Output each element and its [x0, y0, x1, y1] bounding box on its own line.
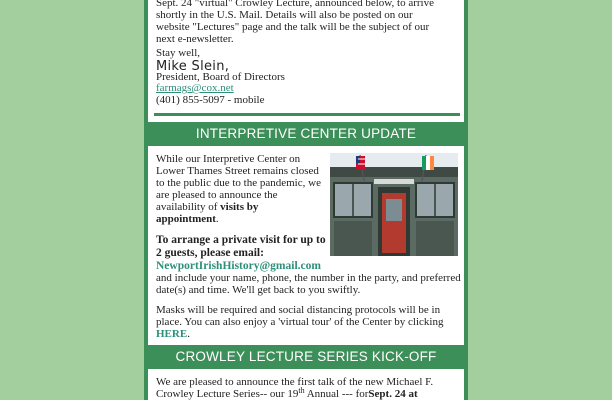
newsletter-card [144, 0, 468, 400]
paragraph-text: . [215, 213, 219, 225]
signature-email-link[interactable]: farmags@cox.net [156, 82, 234, 94]
intro-line: shortly in the U.S. Mail. Details will also be posted on our [156, 9, 413, 21]
contact-email-link[interactable]: NewportIrishHistory@gmail.com [156, 260, 321, 272]
lecture-date-text: Sept. 24 at [368, 388, 418, 400]
intro-line: Sept. 24 "virtual" Crowley Lecture, announced below, to arrive [156, 0, 434, 9]
interpretive-center-heading: INTERPRETIVE CENTER UPDATE [148, 122, 464, 146]
signoff-greeting: Stay well, [156, 47, 200, 59]
paragraph-text: We are pleased to announce the first talk of the new Michael F. Crowley Lecture Series-- our 19 [156, 376, 434, 400]
signature-phone: (401) 855-5097 - mobile [156, 94, 265, 106]
crowley-lecture-heading: CROWLEY LECTURE SERIES KICK-OFF [148, 345, 464, 369]
signature-title: President, Board of Directors [156, 71, 285, 83]
paragraph-text: . [187, 328, 190, 340]
interpretive-center-paragraph [156, 153, 322, 225]
paragraph-text: Masks will be required and social distancing protocols will be in place. You can also enjoy a 'virtual tour' of the Center by clicking [156, 304, 444, 328]
signature-name: Mike Slein, [156, 59, 230, 74]
section-divider [154, 113, 460, 116]
arrange-visit-text: To arrange a private visit for up to 2 guests, please email: [156, 234, 326, 259]
paragraph-text: Annual --- for [304, 388, 369, 400]
contact-instructions: and include your name, phone, the number in the party, and preferred date(s) and time. We'll get back to you swiftly. [156, 272, 461, 296]
intro-line: website "Lectures" page and the talk will be the subject of our [156, 21, 430, 33]
interpretive-center-photo [330, 153, 458, 256]
intro-line: next e-newsletter. [156, 33, 234, 45]
paragraph-text: While our Interpretive Center on Lower Thames Street remains closed to the public due to the pandemic, we are pleased to announce the availability of [156, 153, 321, 213]
intro-paragraph [156, 0, 456, 45]
masks-paragraph [156, 304, 456, 340]
lecture-paragraph [156, 376, 461, 400]
visits-by-appointment-text: visits by appointment [156, 201, 259, 225]
ordinal-suffix: th [298, 386, 305, 395]
virtual-tour-link[interactable]: HERE [156, 328, 188, 340]
storefront-illustration [330, 153, 458, 256]
